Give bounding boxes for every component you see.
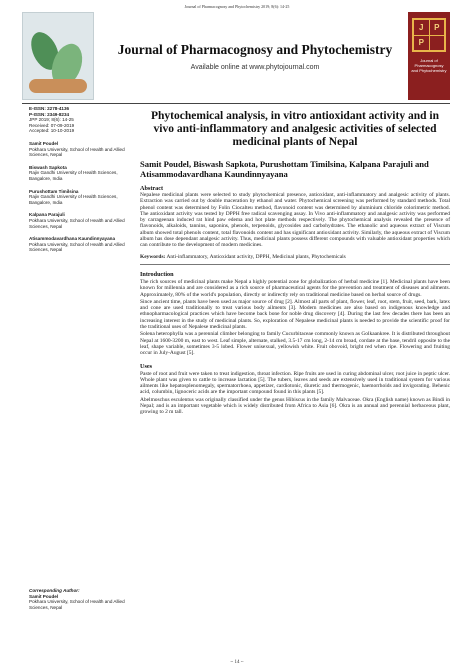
author-name: Biswash Sapkota	[29, 164, 67, 170]
running-citation: Journal of Pharmacognosy and Phytochemistry 2019; 8(6): 14-25	[184, 4, 290, 9]
author-name: Atisammodavardhana Kaundinnyayana	[29, 236, 116, 242]
jpp-logo	[412, 18, 446, 52]
keywords-label: Keywords:	[140, 253, 166, 260]
intro-paragraph: Solena heterophylla was a perennial climber belonging to family Cucurbitaceae commonly known as Golkaankree. It is distributed throughout Nepal at 1600-3200 m, east to west. Leaf simple, alternate, stalked, 3.5-17 cm long, 2-14 cm broad, cordate at the base, tendril opposite to the leaf, shape variable, sometimes 3-5 lobed. Flower unisexual, yellowish white. Fruit obovoid, bright red when ripe. Flowering and fruiting occur in July-August [5].	[140, 331, 450, 357]
e-issn: E-ISSN: 2278-4136	[29, 106, 70, 111]
paper-title: Phytochemical analysis, in vitro antioxidant activity and in vivo anti-inflammatory and analgesic activities of selected medicinal plants of Nepal	[151, 110, 439, 148]
corresponding-affil: Pokhara University, School of Health and Allied Sciences, Nepal	[29, 599, 125, 610]
side-journal-title: Journal of Pharmacognosy and Phytochemistry	[411, 58, 447, 73]
author-affiliation	[29, 212, 129, 229]
introduction-heading: Introduction	[140, 270, 174, 278]
corresponding-heading: Corresponding Author:	[29, 588, 80, 593]
intro-paragraph: Since ancient time, plants have been used as major source of drug [2]. Almost all parts of plant, flower, leaf, root, stem, fruit, seed, bark, latex and cone are used traditionally to treat various body ailments [3]. Modern medicines are also based on indigenous knowledge and ethnopharmacological practices which have become back bone for noble drug discovery [4]. During the last few decades there has been an increasing interest in the study of medicinal plants. So, exploration of Nepalese medicinal plants is needed to provide the scientific proof for the traditional uses of Nepalese medicinal plants.	[140, 298, 450, 331]
journal-cover-image	[22, 12, 94, 100]
section-divider	[140, 264, 450, 265]
page-number: ~ 14 ~	[230, 660, 244, 665]
author-affil: Rajiv Gandhi University of Health Sciences, Bangalore, India	[29, 194, 118, 205]
received-date: Received: 07-09-2019	[29, 122, 75, 128]
author-list: Samit Poudel, Biswash Sapkota, Purushottam Timilsina, Kalpana Parajuli and Atisammodavardhana Kaundinnyayana	[140, 159, 429, 179]
keywords-line	[140, 254, 450, 260]
logo-letter: J	[414, 20, 429, 35]
volume-issue: JPP 2019; 8(6): 14-25	[29, 117, 74, 123]
logo-letter: P	[414, 36, 429, 51]
logo-letter	[430, 36, 445, 51]
corresponding-name: Samit Poudel	[29, 593, 59, 599]
corresponding-author	[29, 588, 129, 610]
journal-title: Journal of Pharmacognosy and Phytochemistry	[117, 41, 393, 57]
author-affil: Pokhara University, School of Health and Allied Sciences, Nepal	[29, 217, 125, 229]
masthead-center	[94, 12, 408, 100]
author-name: Purushottam Timilsina	[29, 188, 79, 194]
uses-paragraph: Abelmoschus esculentus was originally classified under the genus Hibiscus in the family Malvaceae. Okra (English name) known as Bindi in Nepal; and is an important vegetable which is widely distributed from Africa to Asia [6]. Okra is an annual and perennial herbaceous plant, growing to 2 m tall.	[140, 396, 450, 416]
author-affiliation	[29, 165, 129, 182]
p-issn: P-ISSN: 2349-8234	[29, 111, 70, 117]
author-affiliation	[29, 236, 129, 253]
abstract-text: Nepalese medicinal plants were selected to study phytochemical presence, antioxidant, anti-inflammatory and analgesic activity of plants. Extraction was carried out by double maceration by ethanol and water. Phytochemical screening was performed by standard methods. Total phenol content was determined by Folin Ciocalteu method, flavonoid content was determined by aluminium chloride colorimetric method. The antioxidant activity was tested by DPPH free radical scavenging assay. In Vivo anti-inflammatory and analgesic activity was performed by carrageenan induced rat hind paw edema and hot plate methods respectively. The phytochemical analysis revealed the presence of flavonoids, alkaloids, tannins, saponins, phenols, terpenoids, glycosides and carbohydrates. The ethanolic and aqueous extract of Viscum album showed total phenols content, total flavonoids content and has significant antioxidant activity. Similarly, the aqueous extract of Viscum album has dose dependant analgesic activity. Thus, medicinal plants possess different compounds with valuable antioxidant properties which can contribute to the development of modern medicines.	[140, 192, 450, 249]
article-main	[140, 110, 450, 416]
uses-paragraph: Paste of root and fruit were taken to treat indigestion, throat infection. Ripe fruits are used in curing abdominal ulcer, root juice in peptic ulcer. Whole plant was given to cattle to increase lactation [5]. The tubers, leaves and seeds are extensively used in traditional system for various ailments like hepatosplenomegaly, spermatorrhoea, appetizer, cardiotonic, diuretic and thermogenic, haemorrhoids and invigorating. Behenic acid, columbin, lignoceric acids are the important compound found in this plants [5].	[140, 370, 450, 396]
journal-side-badge	[408, 12, 450, 100]
author-name: Kalpana Parajuli	[29, 212, 65, 218]
author-affiliation	[29, 189, 129, 206]
author-affil: Pokhara University, School of Health and Allied Sciences, Nepal	[29, 146, 125, 158]
article-sidebar	[29, 106, 129, 253]
uses-heading: Uses	[140, 362, 153, 370]
journal-masthead	[22, 12, 450, 100]
intro-paragraph: The rich sources of medicinal plants make Nepal a highly potential zone for globalization of herbal medicine [1]. Medicinal plants have been known for millennia and are considered as a rich source of pharmaceutical agents for the prevention and treatment of diseases and ailments. Approximately, 80% of the world's population, directly or indirectly rely on traditional medicine based on herbal source of drugs.	[140, 278, 450, 298]
author-affil: Rajiv Gandhi University of Health Sciences, Bangalore, India	[29, 170, 118, 181]
keywords-text: Anti-inflammatory, Antioxidant activity, DPPH, Medicinal plants, Phytochemicals	[166, 253, 346, 260]
accepted-date: Accepted: 10-10-2019	[29, 128, 75, 134]
journal-website[interactable]: Available online at www.phytojournal.com	[190, 63, 320, 71]
author-name: Samit Poudel	[29, 140, 59, 146]
logo-letter: P	[430, 20, 445, 35]
author-affiliation	[29, 141, 129, 158]
header-divider	[22, 103, 450, 104]
author-affil: Pokhara University, School of Health and Allied Sciences, Nepal	[29, 241, 125, 253]
capsule-shape	[29, 79, 87, 93]
abstract-heading: Abstract	[140, 185, 164, 192]
